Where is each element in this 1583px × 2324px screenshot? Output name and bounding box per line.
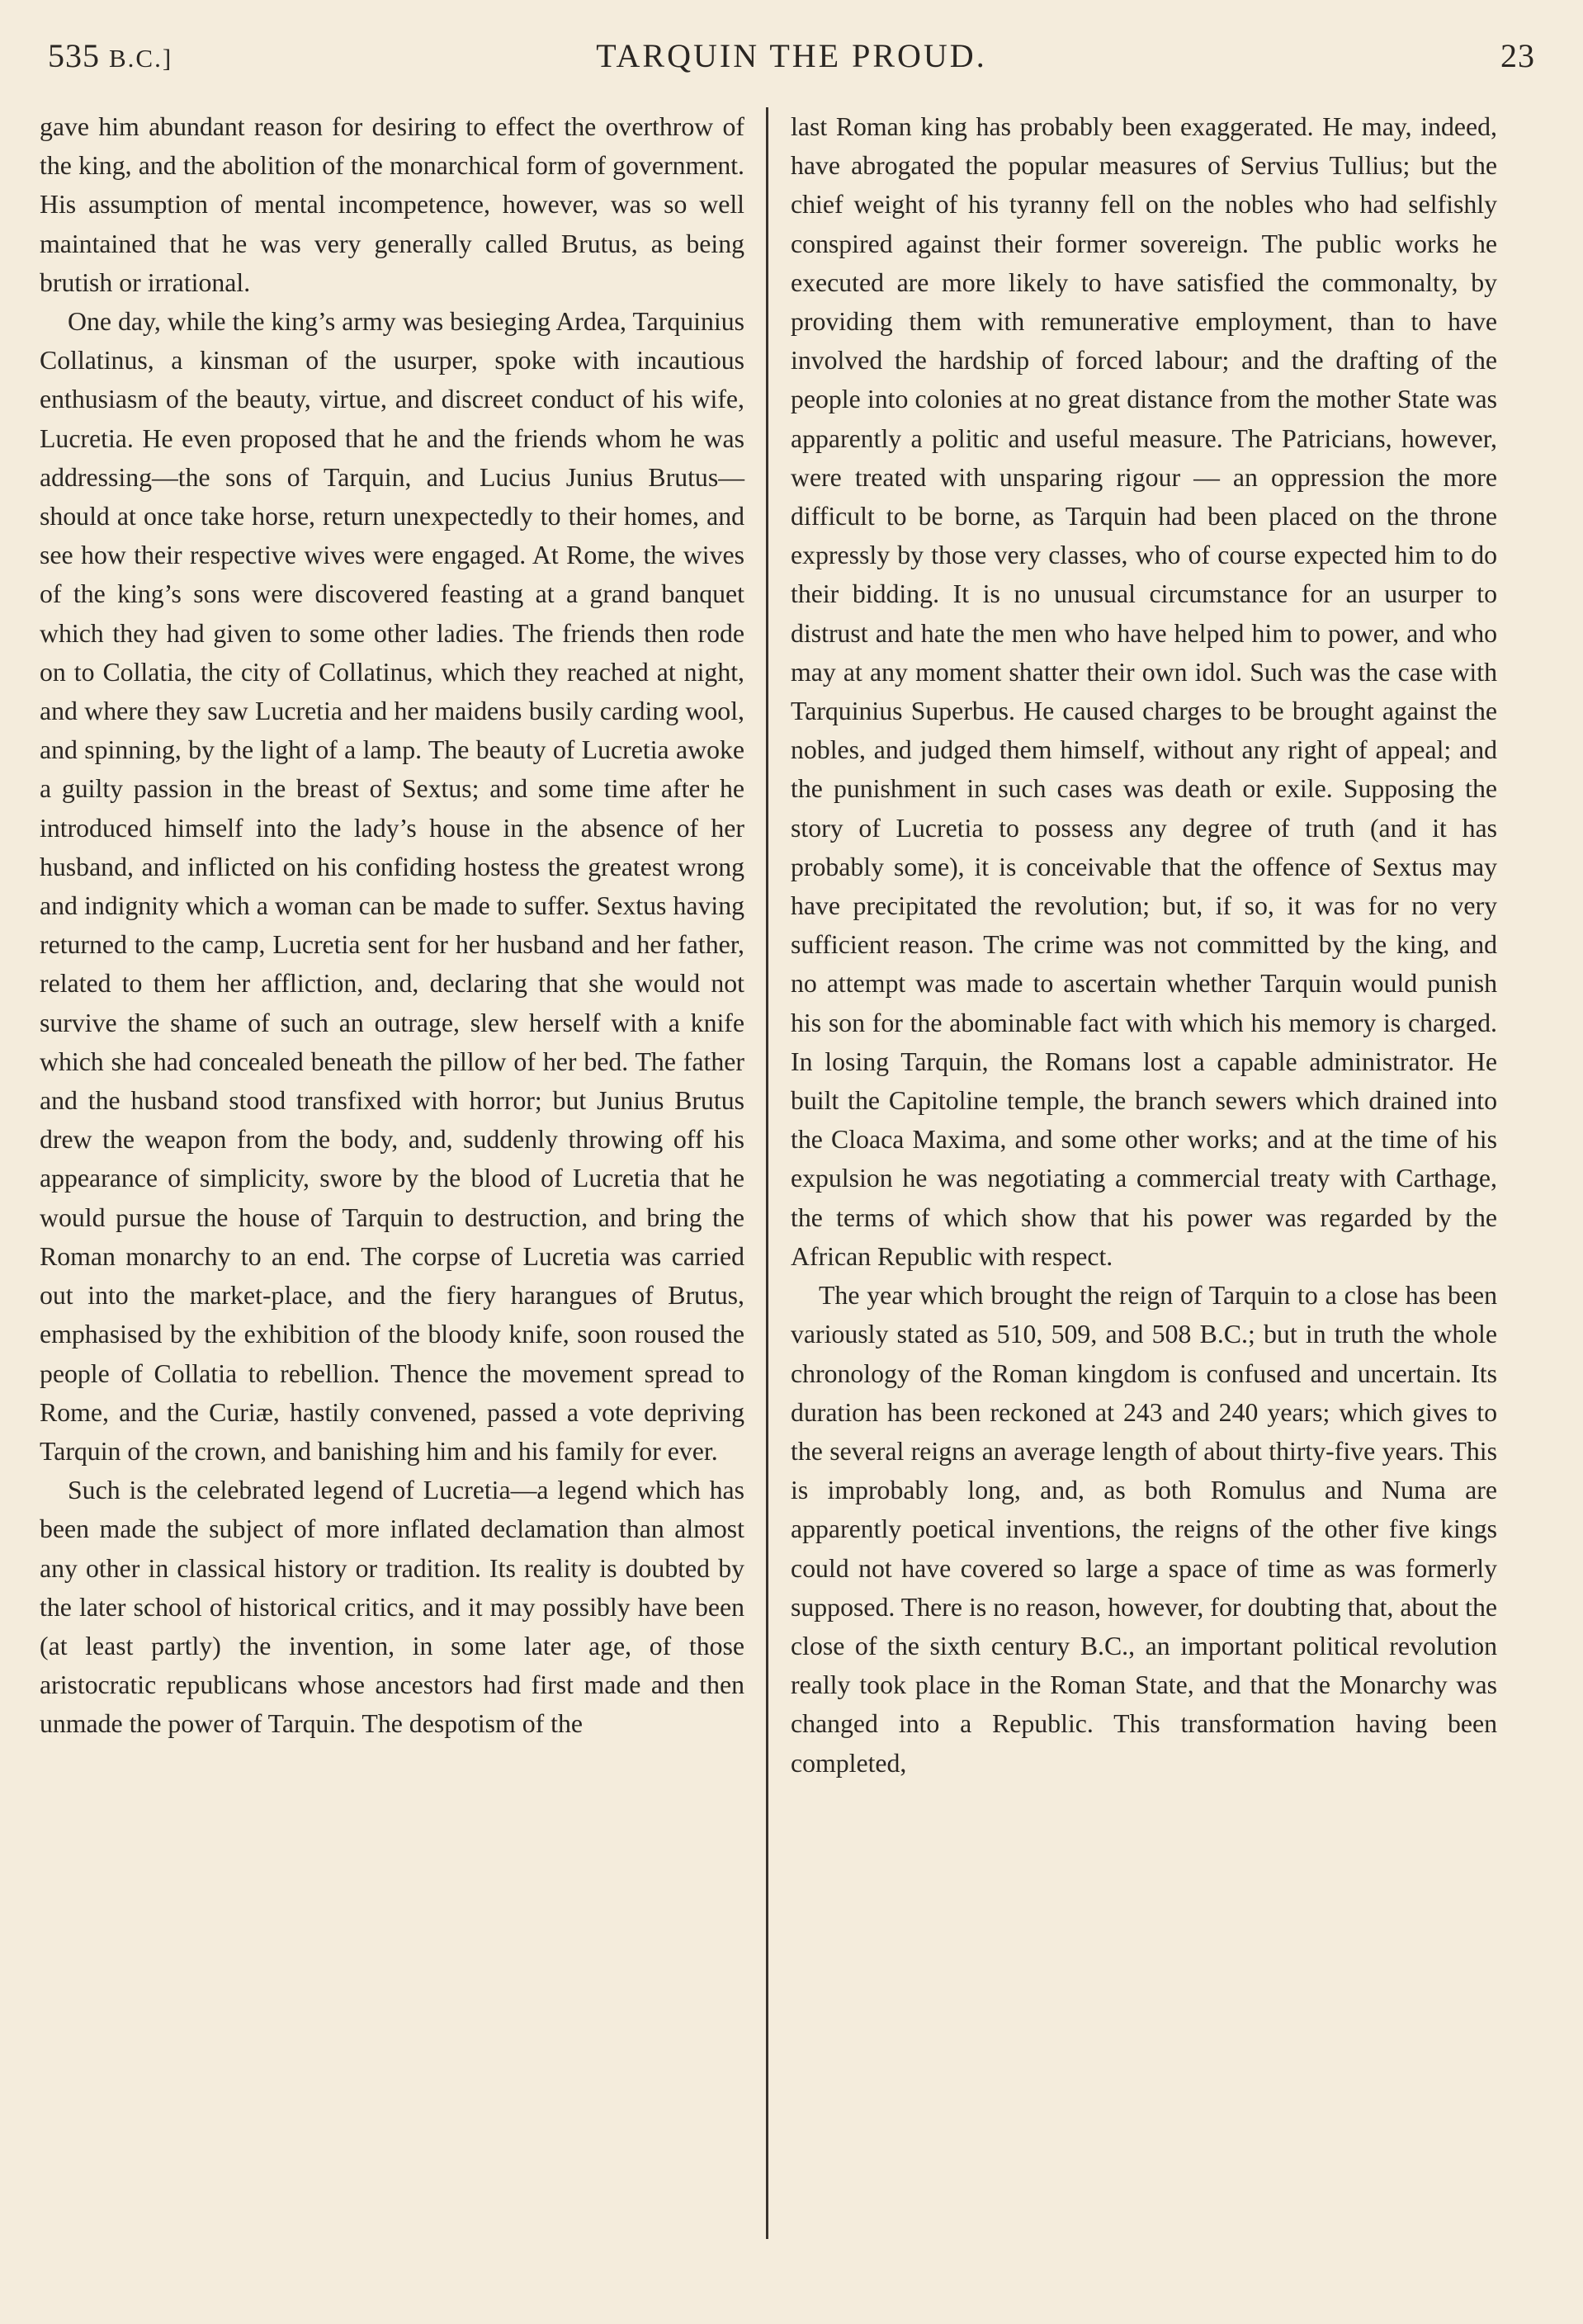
header-date-era: B.C.]	[109, 44, 173, 73]
paragraph: One day, while the king’s army was besieging Ardea, Tarquinius Collatinus, a kinsman of the usurper, spoke with incautious enthusiasm of the beauty, virtue, and discreet conduct of his wife, Lucretia. He even proposed that he and the friends whom he was addressing—the sons of Tarquin, and Lucius Junius Brutus—should at once take horse, return unexpectedly to their homes, and see how their respective wives were engaged. At Rome, the wives of the king’s sons were discovered feasting at a grand banquet which they had given to some other ladies. The friends then rode on to Collatia, the city of Collatinus, which they reached at night, and where they saw Lucretia and her maidens busily carding wool, and spinning, by the light of a lamp. The beauty of Lucretia awoke a guilty passion in the breast of Sextus; and some time after he introduced himself into the lady’s house in the absence of her husband, and inflicted on his confiding hostess the greatest wrong and indignity which a woman can be made to suffer. Sextus having returned to the camp, Lucretia sent for her husband and her father, related to them her affliction, and, declaring that she would not survive the shame of such an outrage, slew herself with a knife which she had concealed beneath the pillow of her bed. The father and the husband stood transfixed with horror; but Junius Brutus drew the weapon from the body, and, suddenly throwing off his appearance of simplicity, swore by the blood of Lucretia that he would pursue the house of Tarquin to destruction, and bring the Roman monarchy to an end. The corpse of Lucretia was carried out into the market-place, and the fiery harangues of Brutus, emphasised by the exhibition of the bloody knife, soon roused the people of Collatia to rebellion. Thence the movement spread to Rome, and the Curiæ, hastily convened, passed a vote depriving Tarquin of the crown, and banishing him and his family for ever.	[40, 307, 744, 1466]
header-date-number: 535	[48, 37, 100, 74]
paragraph: last Roman king has probably been exaggerated. He may, indeed, have abrogated the popular measures of Servius Tullius; but the chief weight of his tyranny fell on the nobles who had selfishly conspired against their former sovereign. The public works he executed are more likely to have satisfied the commonalty, by providing them with remunerative employment, than to have involved the hardship of forced labour; and the drafting of the people into colonies at no great distance from the mother State was apparently a politic and useful measure. The Patricians, however, were treated with unsparing rigour — an oppression the more difficult to be borne, as Tarquin had been placed on the throne expressly by those very classes, who of course expected him to do their bidding. It is no unusual circumstance for an usurper to distrust and hate the men who have helped him to power, and who may at any moment shatter their own idol. Such was the case with Tarquinius Superbus. He caused charges to be brought against the nobles, and judged them himself, without any right of appeal; and the punishment in such cases was death or exile. Supposing the story of Lucretia to possess any degree of truth (and it has probably some), it is conceivable that the offence of Sextus may have precipitated the revolution; but, if so, it was for no very sufficient reason. The crime was not committed by the king, and no attempt was made to ascertain whether Tarquin would punish his son for the abominable fact with which his memory is charged. In losing Tarquin, the Romans lost a capable administrator. He built the Capitoline temple, the branch sewers which drained into the Cloaca Maxima, and some other works; and at the time of his expulsion he was negotiating a commercial treaty with Carthage, the terms of which show that his power was regarded by the African Republic with respect.	[791, 112, 1497, 1271]
paragraph: gave him abundant reason for desiring to effect the overthrow of the king, and the abolition of the monarchical form of government. His assumption of mental incompetence, however, was so well maintained that he was very generally called Brutus, as being brutish or irrational.	[40, 112, 744, 297]
page-title: TARQUIN THE PROUD.	[596, 37, 987, 74]
paragraph: Such is the celebrated legend of Lucretia—a legend which has been made the subject of more inflated declamation than almost any other in classical history or tradition. Its reality is doubted by the later school of historical critics, and it may possibly have been (at least partly) the invention, in some later age, of those aristocratic republicans whose ancestors had first made and then unmade the power of Tarquin. The despotism of the	[40, 1476, 744, 1739]
column-divider	[766, 107, 768, 2239]
paragraph: The year which brought the reign of Tarquin to a close has been variously stated as 510, 509, and 508 B.C.; but in truth the whole chronology of the Roman kingdom is confused and uncertain. Its duration has been reckoned at 243 and 240 years; which gives to the several reigns an average length of about thirty-five years. This is improbably long, and, as both Romulus and Numa are apparently poetical inventions, the reigns of the other five kings could not have covered so large a space of time as was formerly supposed. There is no reason, however, for doubting that, about the close of the sixth century B.C., an important political revolution really took place in the Roman State, and that the Monarchy was changed into a Republic. This transformation having been completed,	[791, 1281, 1497, 1778]
running-header	[48, 36, 1535, 86]
left-column	[40, 107, 744, 1744]
right-column	[791, 107, 1497, 1783]
page-number: 23	[1500, 37, 1535, 74]
